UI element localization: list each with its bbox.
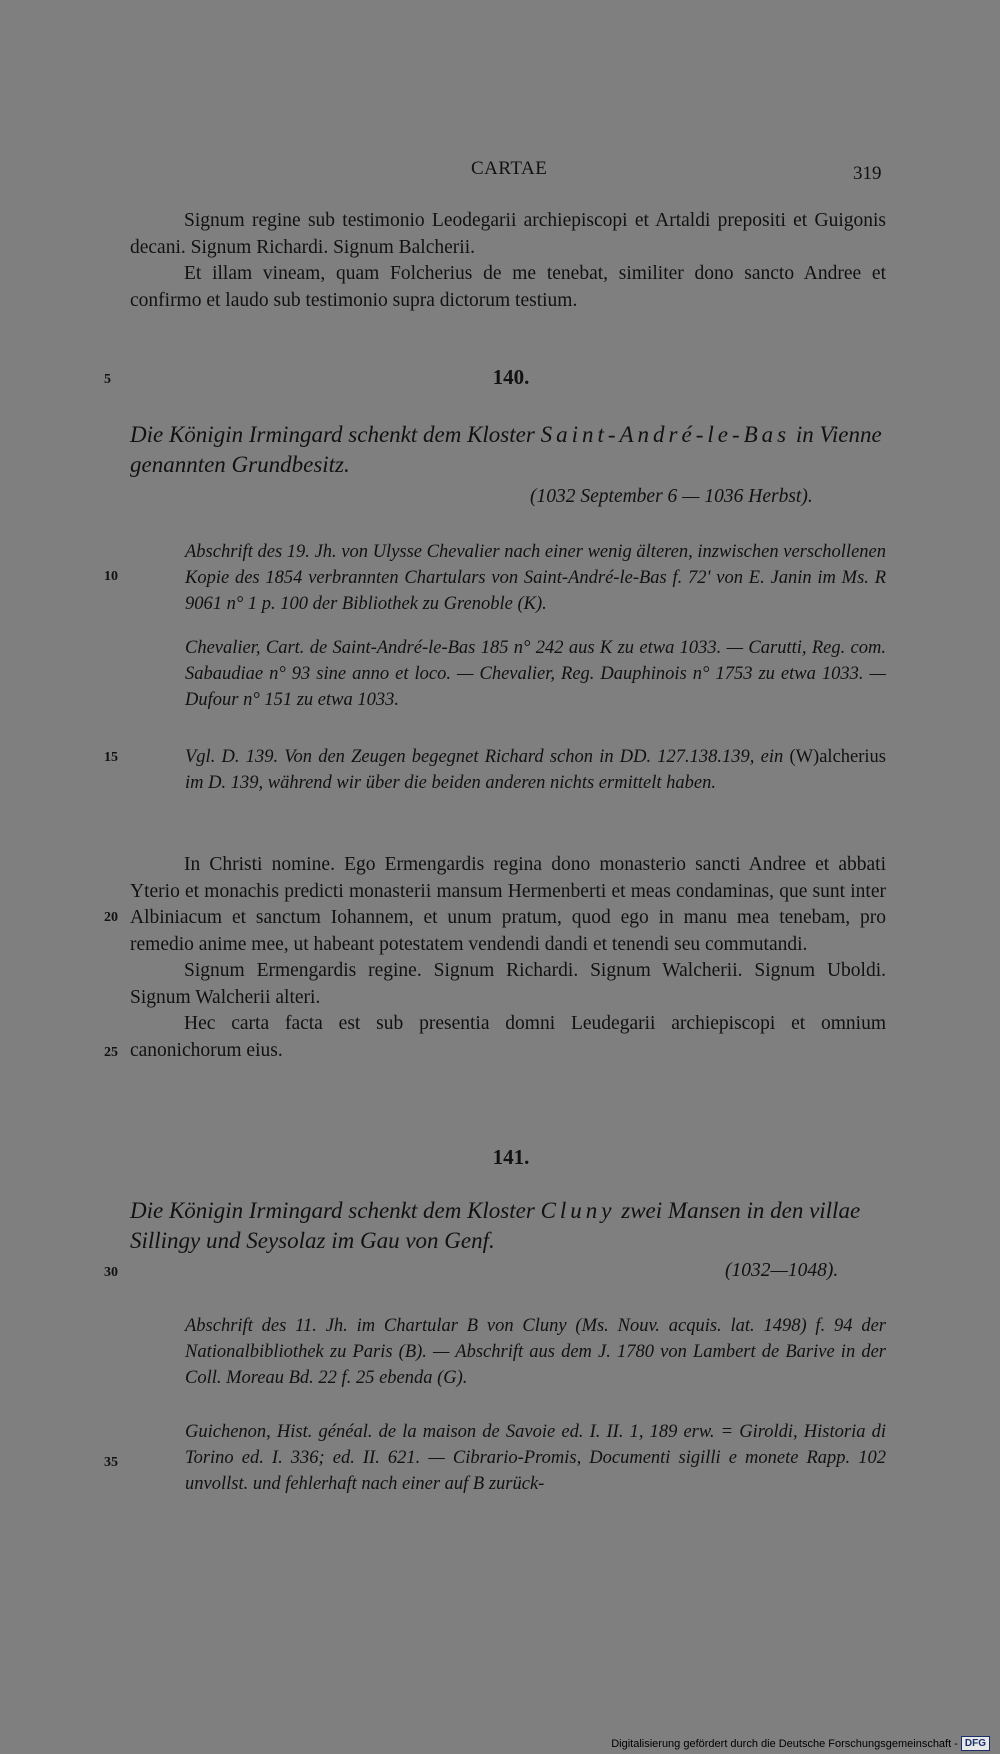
note-text: Vgl. D. 139. Von den Zeugen begegnet Richard schon in DD. 127.138.139, ein (185, 747, 790, 767)
line-number: 5 (104, 372, 111, 387)
continuation-paragraph-2: Et illam vineam, quam Folcherius de me tenebat, similiter dono sancto Andree et confirmo et laudo sub testimonio supra dictorum testium. (130, 263, 886, 311)
line-number: 20 (104, 910, 118, 925)
regest-text: in Vienne genannten Grundbesitz. (130, 422, 882, 477)
doc-140-note-commentary (185, 744, 886, 796)
doc-140-regest (130, 420, 890, 480)
doc-140-text-paragraph-2: Signum Ermengardis regine. Signum Richardi. Signum Walcherii. Signum Uboldi. Signum Walcherii alteri. (130, 960, 886, 1008)
line-number: 25 (104, 1045, 118, 1060)
doc-141-date: (1032—1048). (725, 1260, 839, 1281)
line-number: 30 (104, 1265, 118, 1280)
doc-140-text-paragraph-3: Hec carta facta est sub presentia domni Leudegarii archiepiscopi et omnium canonichorum eius. (130, 1013, 886, 1061)
regest-place: Cluny (540, 1198, 616, 1223)
doc-141-regest (130, 1196, 890, 1256)
regest-place: Saint-André-le-Bas (540, 422, 791, 447)
regest-text: Die Königin Irmingard schenkt dem Kloster (130, 422, 541, 447)
doc-140-number: 140. (492, 365, 530, 389)
doc-141-note-editions: Guichenon, Hist. généal. de la maison de Savoie ed. I. II. 1, 189 erw. = Giroldi, Historia di Torino ed. I. 336; ed. II. 621. — Cibrario-Promis, Documenti sigilli e monete Rapp. 102 unvollst. und fehlerhaft nach einer auf B zurück- (185, 1422, 886, 1494)
doc-141-number: 141. (492, 1145, 530, 1169)
note-text: im D. 139, während wir über die beiden anderen nichts ermittelt haben. (185, 773, 716, 793)
page-header (0, 158, 1000, 188)
doc-140-note-editions: Chevalier, Cart. de Saint-André-le-Bas 185 n° 242 aus K zu etwa 1033. — Carutti, Reg. com. Sabaudiae n° 93 sine anno et loco. — Chevalier, Reg. Dauphinois n° 1753 zu etwa 1033. — Dufour n° 151 zu etwa 1033. (185, 638, 886, 710)
doc-140-text-paragraph-1: In Christi nomine. Ego Ermengardis regina dono monasterio sancti Andree et abbati Yterio et monachis predicti monasterii mansum Hermenberti et meas condaminas, que sunt inter Albiniacum et sanctum Iohannem, et unum pratum, quod ego in manu mea tenebam, pro remedio anime mee, ut habeant potestatem vendendi dandi et tenendi seu commutandi. (130, 854, 886, 955)
note-text-upright: (W)alcherius (789, 747, 886, 767)
running-title: CARTAE (471, 158, 548, 179)
continuation-paragraph-1: Signum regine sub testimonio Leodegarii archiepiscopi et Artaldi prepositi et Guigonis decani. Signum Richardi. Signum Balcherii. (130, 210, 886, 258)
continuation-text (130, 208, 886, 314)
regest-text: Die Königin Irmingard schenkt dem Kloster (130, 1198, 541, 1223)
line-number: 10 (104, 569, 118, 584)
doc-140-date: (1032 September 6 — 1036 Herbst). (530, 486, 813, 507)
doc-140-text (130, 852, 886, 1064)
regest-text: zwei Mansen in den villae Sillingy und Seysolaz im Gau von Genf. (130, 1198, 861, 1253)
line-number: 35 (104, 1455, 118, 1470)
page-number: 319 (853, 163, 882, 184)
dfg-logo: DFG (961, 1736, 990, 1751)
doc-140-note-tradition: Abschrift des 19. Jh. von Ulysse Chevalier nach einer wenig älteren, inzwischen verschollenen Kopie des 1854 verbrannten Chartulars von Saint-André-le-Bas f. 72' von E. Janin im Ms. R 9061 n° 1 p. 100 der Bibliothek zu Grenoble (K). (185, 542, 886, 614)
credit-text: Digitalisierung gefördert durch die Deutsche Forschungsgemeinschaft - (611, 1737, 958, 1750)
digitization-credit (611, 1736, 990, 1751)
doc-141-note-tradition: Abschrift des 11. Jh. im Chartular B von Cluny (Ms. Nouv. acquis. lat. 1498) f. 94 der Nationalbibliothek zu Paris (B). — Abschrift aus dem J. 1780 von Lambert de Barive in der Coll. Moreau Bd. 22 f. 25 ebenda (G). (185, 1316, 886, 1388)
line-number: 15 (104, 750, 118, 765)
